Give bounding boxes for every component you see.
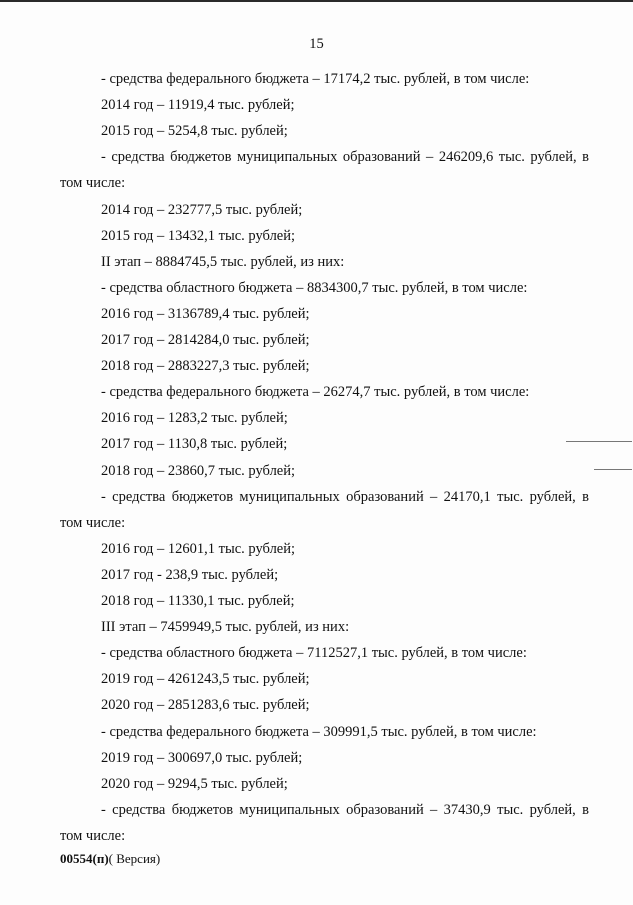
text-line: 2017 год – 1130,8 тыс. рублей; [101,436,288,453]
text-line: 2015 год – 5254,8 тыс. рублей; [101,123,288,140]
text-line: том числе: [60,514,126,531]
scan-artifact-line [594,469,632,470]
text-line: 2016 год – 3136789,4 тыс. рублей; [101,305,310,322]
text-line: 2017 год – 2814284,0 тыс. рублей; [101,332,310,348]
text-line: 2020 год – 2851283,6 тыс. рублей; [101,697,310,714]
text-line: 2018 год – 23860,7 тыс. рублей; [101,462,296,479]
document-version: ( Версия) [108,851,161,866]
text-line: 2015 год – 13432,1 тыс. рублей; [101,227,296,244]
text-line: 2016 год – 12601,1 тыс. рублей; [101,540,296,557]
scan-artifact-line [566,441,632,442]
text-line: 2016 год – 1283,2 тыс. рублей; [101,410,288,427]
text-line: - средства бюджетов муниципальных образований – 37430,9 тыс. рублей, в [101,801,589,818]
text-line: 2014 год – 11919,4 тыс. рублей; [101,97,295,114]
text-line: - средства бюджетов муниципальных образований – 24170,1 тыс. рублей, в [101,488,589,505]
text-line: - средства областного бюджета – 7112527,1 тыс. рублей, в том числе: [101,645,527,662]
text-line: - средства бюджетов муниципальных образований – 246209,6 тыс. рублей, в [101,149,589,166]
text-line: - средства областного бюджета – 8834300,7 тыс. рублей, в том числе: [101,279,528,296]
text-line: 2020 год – 9294,5 тыс. рублей; [101,775,288,792]
document-footer [60,851,160,867]
text-line: II этап – 8884745,5 тыс. рублей, из них: [101,253,345,270]
text-line: том числе: [60,175,126,192]
scan-top-edge [0,0,633,2]
page-number: 15 [309,36,324,52]
text-line: 2014 год – 232777,5 тыс. рублей; [101,201,303,218]
document-code: 00554(п) [60,851,109,866]
text-line: 2019 год – 300697,0 тыс. рублей; [101,749,303,766]
text-line: - средства федерального бюджета – 26274,7 тыс. рублей, в том числе: [101,384,530,401]
text-line: 2019 год – 4261243,5 тыс. рублей; [101,671,310,688]
text-line: - средства федерального бюджета – 17174,2 тыс. рублей, в том числе: [101,71,530,87]
text-line: 2018 год – 2883227,3 тыс. рублей; [101,358,310,375]
text-line: III этап – 7459949,5 тыс. рублей, из них: [101,619,350,636]
text-line: 2018 год – 11330,1 тыс. рублей; [101,593,295,609]
text-line: том числе: [60,827,126,844]
text-line: - средства федерального бюджета – 309991,5 тыс. рублей, в том числе: [101,723,537,740]
text-line: 2017 год - 238,9 тыс. рублей; [101,566,279,583]
